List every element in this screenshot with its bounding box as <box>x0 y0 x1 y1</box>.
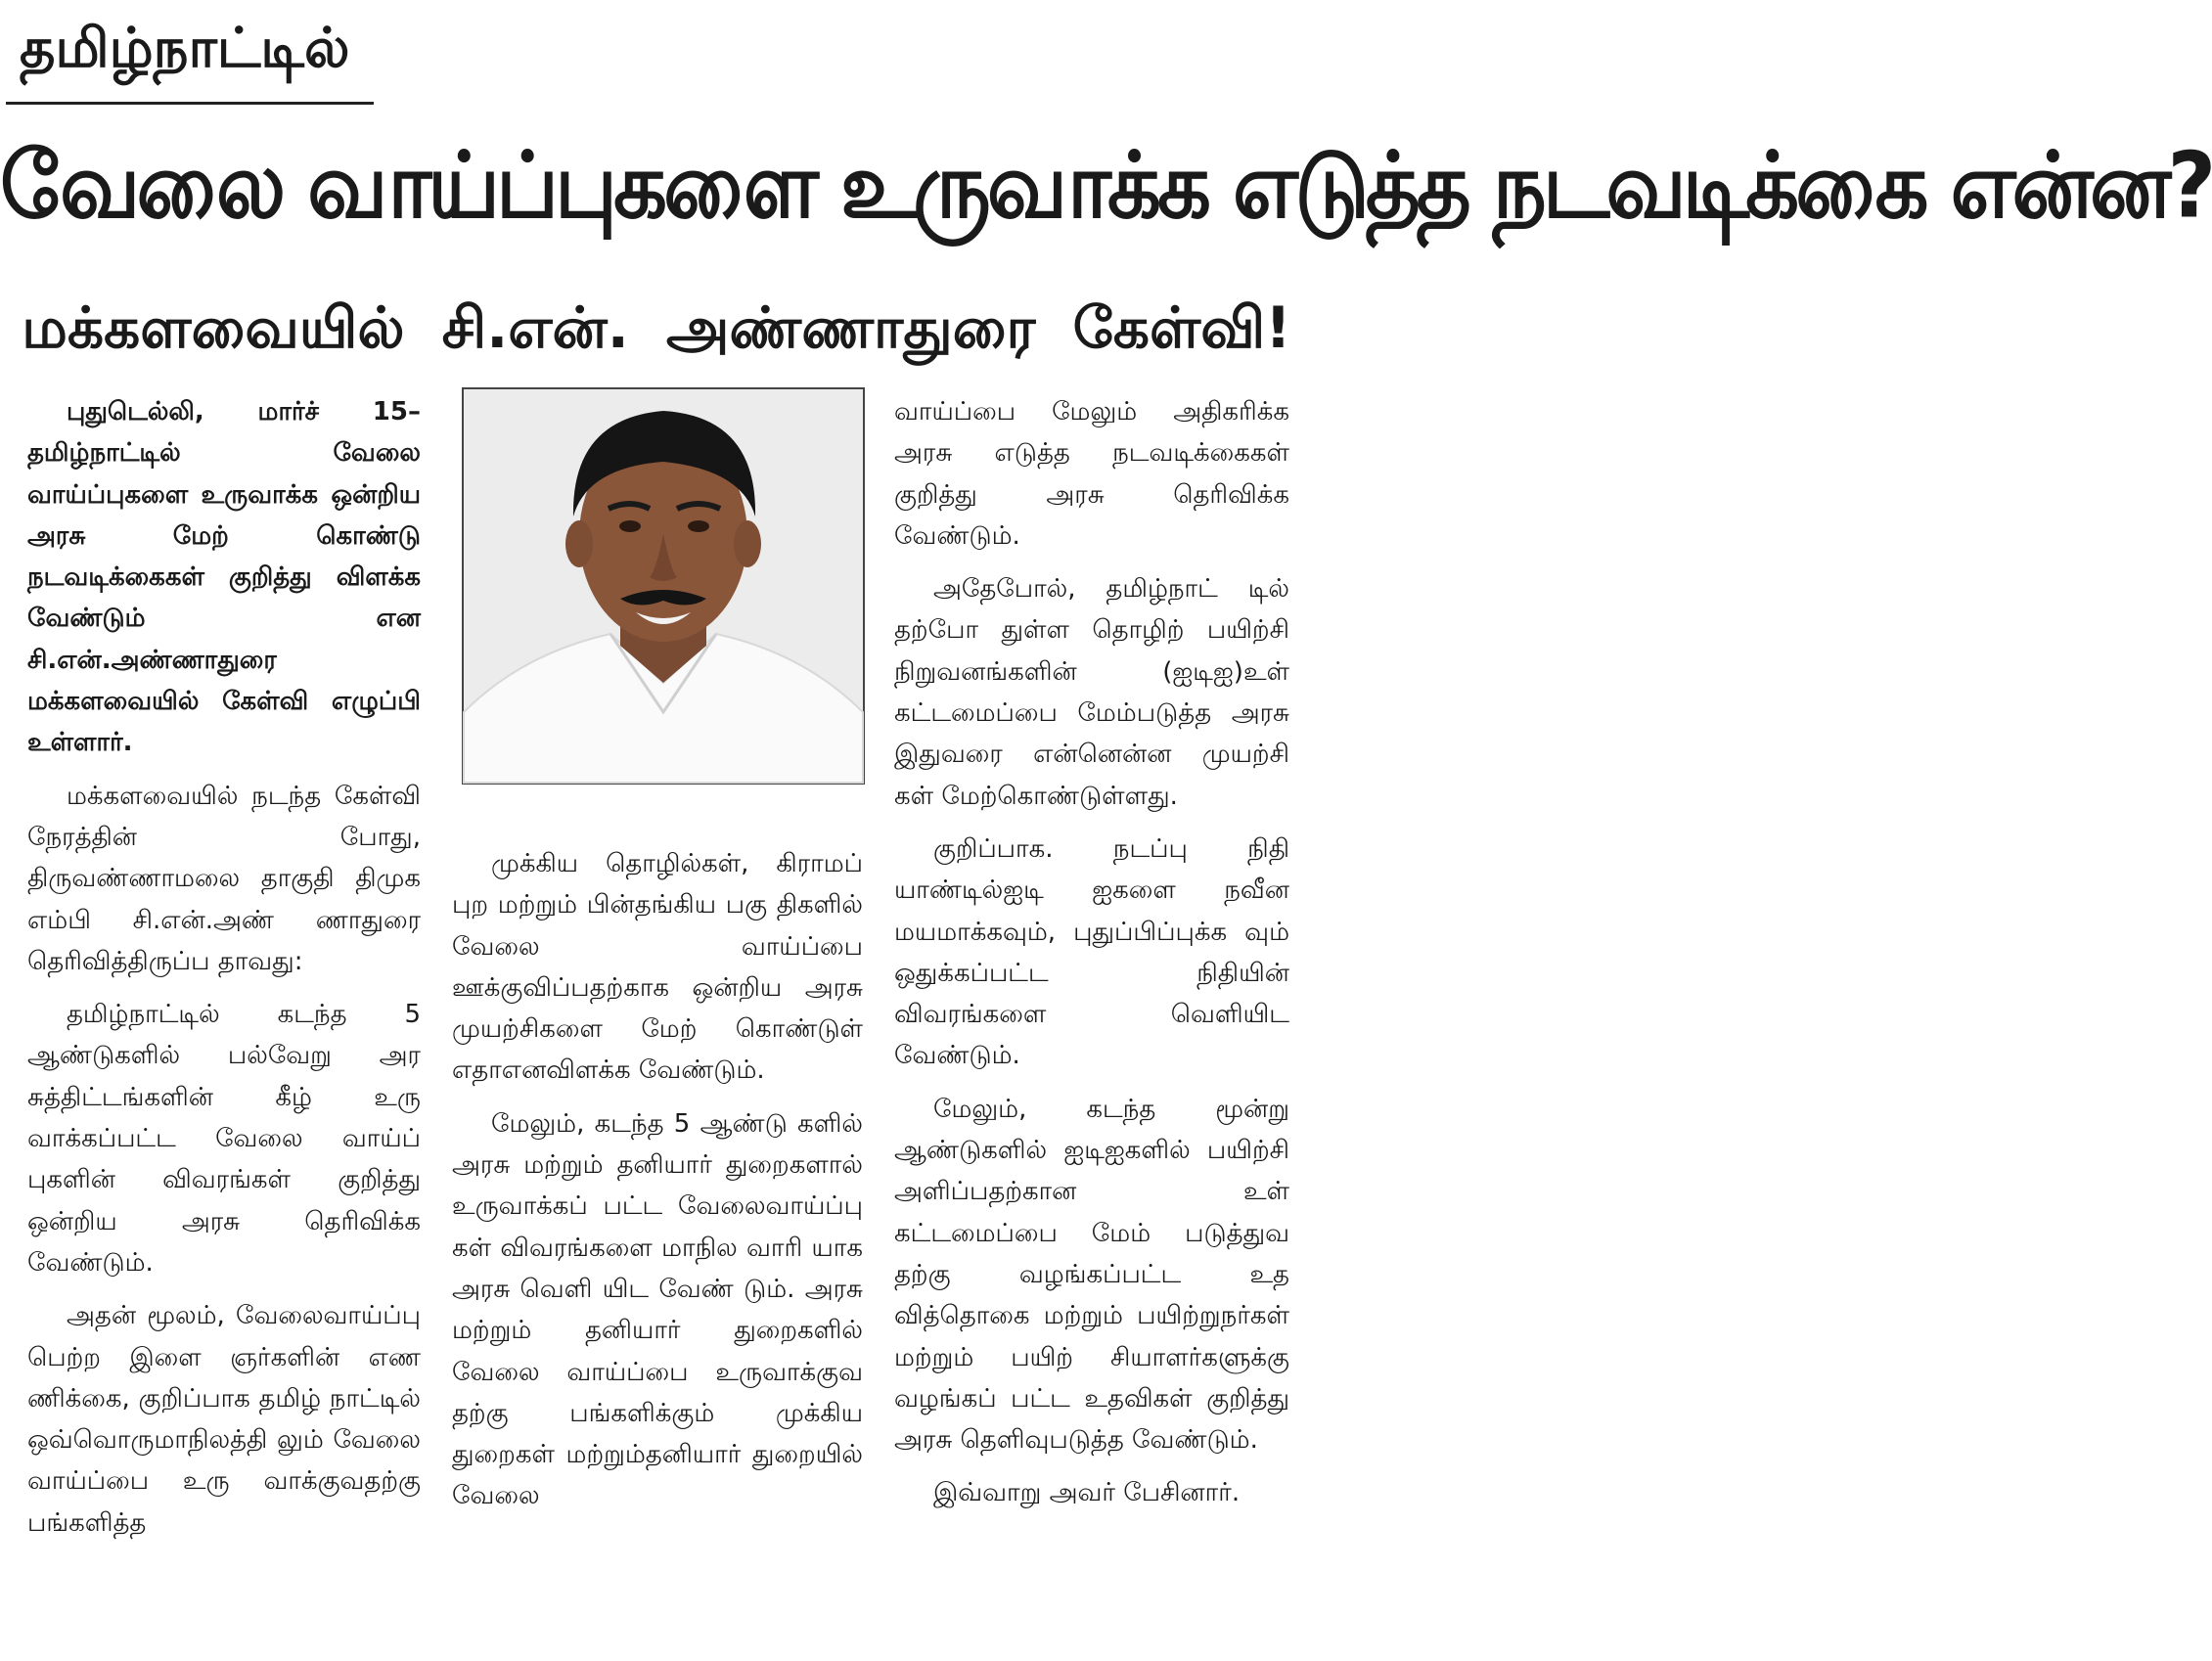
paragraph: முக்கிய தொழில்கள், கிராமப் புற மற்றும் பின்தங்கிய பகு திகளில் வேலை வாய்ப்பை ஊக்குவிப்பதற்காக ஒன்றிய அரசு முயற்சிகளை மேற் கொண்டுள் எதாஎனவிளக்க வேண்டும். <box>452 849 863 1086</box>
paragraph: அதேபோல், தமிழ்நாட் டில் தற்போ துள்ள தொழிற் பயிற்சி நிறுவனங்களின் (ஐடிஐ)உள் கட்டமைப்பை மேம்படுத்த அரசு இதுவரை என்னென்ன முயற்சி கள் மேற்கொண்டுள்ளது. <box>894 574 1289 811</box>
paragraph: இவ்வாறு அவர் பேசினார். <box>933 1478 1241 1508</box>
paragraph: தமிழ்நாட்டில் கடந்த 5 ஆண்டுகளில் பல்வேறு அர சுத்திட்டங்களின் கீழ் உரு வாக்கப்பட்ட வேலை வாய்ப் புகளின் விவரங்கள் குறித்து ஒன்றிய அரசு தெரிவிக்க வேண்டும். <box>27 1000 421 1278</box>
paragraph: மக்களவையில் நடந்த கேள்வி நேரத்தின் போது, திருவண்ணாமலை தாகுதி திமுக எம்பி சி.என்.அண் ணாதுரை தெரிவித்திருப்ப தாவது: <box>27 781 421 976</box>
article-column-3 <box>894 391 1289 1514</box>
lead-paragraph: புதுடெல்லி, மார்ச் 15– தமிழ்நாட்டில் வேலை வாய்ப்புகளை உருவாக்க ஒன்றிய அரசு மேற் கொண்டு நடவடிக்கைகள் குறித்து விளக்க வேண்டும் என சி.என்.அண்ணாதுரை மக்களவையில் கேள்வி எழுப்பி உள்ளார். <box>27 397 421 758</box>
subheadline: மக்களவையில் சி.என். அண்ணாதுரை கேள்வி! <box>22 294 1291 361</box>
headline: வேலை வாய்ப்புகளை உருவாக்க எடுத்த நடவடிக்கை என்ன? <box>0 133 2212 240</box>
kicker-underline <box>6 102 374 105</box>
kicker-title: தமிழ்நாட்டில் <box>20 17 350 80</box>
portrait-photo <box>462 387 865 785</box>
paragraph: அதன் மூலம், வேலைவாய்ப்பு பெற்ற இளை ஞர்களின் எண ணிக்கை, குறிப்பாக தமிழ் நாட்டில் ஒவ்வொருமாநிலத்தி லும் வேலை வாய்ப்பை உரு வாக்குவதற்கு பங்களித்த <box>27 1301 421 1538</box>
paragraph: வாய்ப்பை மேலும் அதிகரிக்க அரசு எடுத்த நடவடிக்கைகள் குறித்து அரசு தெரிவிக்க வேண்டும். <box>894 397 1289 551</box>
portrait-illustration <box>464 389 863 783</box>
article-column-2 <box>452 843 863 1517</box>
paragraph: மேலும், கடந்த 5 ஆண்டு களில் அரசு மற்றும் தனியார் துறைகளால் உருவாக்கப் பட்ட வேலைவாய்ப்பு கள் விவரங்களை மாநில வாரி யாக அரசு வெளி யிட வேண் டும். அரசு மற்றும் தனியார் துறைகளில் வேலை வாய்ப்பை உருவாக்குவ தற்கு பங்களிக்கும் முக்கிய துறைகள் மற்றும்தனியார் துறையில் வேலை <box>452 1108 863 1511</box>
paragraph: மேலும், கடந்த மூன்று ஆண்டுகளில் ஐடிஐகளில் பயிற்சி அளிப்பதற்கான உள் கட்டமைப்பை மேம் படுத்துவ தற்கு வழங்கப்பட்ட உத வித்தொகை மற்றும் பயிற்றுநர்கள் மற்றும் பயிற் சியாளர்களுக்கு வழங்கப் பட்ட உதவிகள் குறித்து அரசு தெளிவுபடுத்த வேண்டும். <box>894 1094 1289 1456</box>
paragraph: குறிப்பாக. நடப்பு நிதி யாண்டில்ஐடி ஐகளை நவீன மயமாக்கவும், புதுப்பிப்புக்க வும் ஒதுக்கப்பட்ட நிதியின் விவரங்களை வெளியிட வேண்டும். <box>894 833 1289 1071</box>
article-column-1 <box>27 391 421 1544</box>
